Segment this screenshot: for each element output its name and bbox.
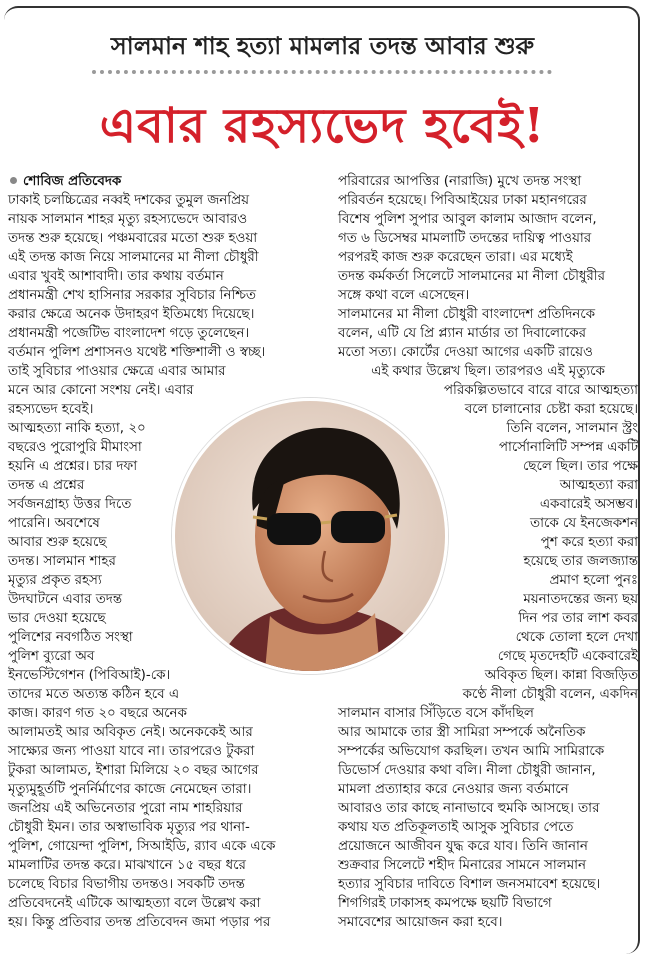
article-line: চৌধুরী ইমন। তার অস্বাভাবিক মৃত্যুর পর থানা-	[8, 820, 250, 835]
article-line: ভার দেওয়া হয়েছে	[8, 611, 106, 626]
article-line: তদন্ত। সালমান শাহর	[8, 554, 116, 569]
article-line: আবার শুরু হয়েছে	[8, 535, 107, 550]
article-line: অবিকৃত ছিল। কান্না বিজড়িত	[484, 668, 638, 683]
article-line: শুক্রবার সিলেটে শহীদ মিনারের সামনে সালমান	[338, 858, 587, 873]
article-line: সম্পর্কের অভিযোগ করছিল। তখন আমি সামিরাকে	[338, 744, 605, 759]
article-line: পুলিশ ব্যুরো অব	[8, 649, 95, 664]
article-line: বর্তমান পুলিশ প্রশাসনও যথেষ্ট শক্তিশালী ও স্বচ্ছ।	[8, 345, 266, 360]
article-line: সালমান বাসার সিঁড়িতে বসে কাঁদছিল	[338, 706, 534, 721]
article-line: সঙ্গে কথা বলে এসেছেন।	[338, 288, 470, 303]
article-line: তাকে যে ইনজেকশন	[530, 516, 638, 531]
article-line: তদন্ত এ প্রশ্নের	[8, 478, 85, 493]
article-line: প্রতিবেদনেই এটিকে আত্মহত্যা বলে উল্লেখ করা	[8, 896, 261, 911]
article-line: ইনভেস্টিগেশন (পিবিআই)-কে।	[8, 668, 171, 683]
article-line: কথায় যত প্রতিকূলতাই আসুক সুবিচার পেতে	[338, 820, 574, 835]
article-line: জনপ্রিয় এই অভিনেতার পুরো নাম শাহরিয়ার	[8, 801, 243, 816]
article-line: সাক্ষ্যের জন্য পাওয়া যাবে না। তারপরেও টুকরা	[8, 744, 255, 759]
article-line: মৃত্যুমুহূর্তটি পুনর্নির্মাণের কাজে নেমেছেন তারা।	[8, 782, 252, 797]
article-line: মৃত্যুর প্রকৃত রহস্য	[8, 573, 102, 588]
portrait-photo	[172, 398, 448, 674]
article-line: পুলিশের নবগঠিত সংস্থা	[8, 630, 133, 645]
article-line: পার্সোনালিটি সম্পন্ন একটি	[498, 440, 638, 455]
article-line: পরপরই কাজ শুরু করেছেন তারা। এর মধ্যেই	[338, 250, 573, 265]
article-line: চলেছে বিচার বিভাগীয় তদন্তও। সবকটি তদন্ত	[8, 877, 245, 892]
byline: শোবিজ প্রতিবেদক	[8, 172, 326, 191]
article-line: তদন্ত কর্মকর্তা সিলেটে সালমানের মা নীলা চৌধুরীর	[338, 269, 605, 284]
article-line: তাই সুবিচার পাওয়ার ক্ষেত্রে এবার আমার	[8, 364, 226, 379]
article-line: মামলাটির তদন্ত করে। মাঝখানে ১৫ বছর ধরে	[8, 858, 246, 873]
article-line: গেছে মৃতদেহটি একেবারেই	[497, 649, 638, 664]
article-line: এই কথার উল্লেখ ছিল। তারপরও এই মৃত্যুকে	[371, 364, 605, 379]
article-line: এবার খুবই আশাবাদী। তার কথায় বর্তমান	[8, 269, 224, 284]
article-line: পরিবারের আপত্তির (নারাজি) মুখে তদন্ত সংস্থা	[338, 174, 582, 189]
article-line: থেকে তোলা হলে দেখা	[515, 630, 638, 645]
article-line: টুকরা আলামত, ইশারা মিলিয়ে ২০ বছর আগের	[8, 763, 259, 778]
article-line: নায়ক সালমান শাহর মৃত্যু রহস্যভেদে আবারও	[8, 212, 248, 227]
article-line: পুশ করে হত্যা করা	[540, 535, 638, 550]
article-line: প্রমাণ হলো পুনঃ	[549, 573, 638, 588]
article-line: প্রধানমন্ত্রী পজেটিভ বাংলাদেশ গড়ে তুলেছেন।	[8, 326, 250, 341]
article-line: এই তদন্ত কাজ নিয়ে সালমানের মা নীলা চৌধুরী	[8, 250, 259, 265]
article-line: মামলা প্রত্যাহার করে নেওয়ার জন্য বর্তমানে	[338, 782, 569, 797]
article-line: আর আমাকে তার স্ত্রী সামিরা সম্পর্কে অনৈতিক	[338, 725, 586, 740]
article-line: বলেন, এটি যে প্রি প্ল্যান মার্ডার তা দিবালোকের	[338, 326, 586, 341]
article-line: হয়। কিন্তু প্রতিবার তদন্ত প্রতিবেদন জমা পড়ার পর	[8, 915, 271, 930]
article-line: মনে আর কোনো সংশয় নেই। এবার	[8, 383, 194, 398]
article-line: ডিভোর্স দেওয়ার কথা বলি। নীলা চৌধুরী জানান,	[338, 763, 596, 778]
article-line: হয়েছে তার জলজ্যান্ত	[523, 554, 638, 569]
article-line: ঢাকাই চলচ্চিত্রের নব্বই দশকের তুমুল জনপ্রিয়	[8, 193, 249, 208]
article-line: পারেনি। অবশেষে	[8, 516, 100, 531]
article-line: ছেলে ছিল। তার পক্ষে	[522, 459, 638, 474]
article-line: বিশেষ পুলিশ সুপার আবুল কালাম আজাদ বলেন,	[338, 212, 597, 227]
article-line: উদঘাটনে এবার তদন্ত	[8, 592, 123, 607]
article-line: মতো সত্য। কোর্টের দেওয়া আগের একটি রায়েও	[338, 345, 593, 360]
article-line: হয়নি এ প্রশ্নের। চার দফা	[8, 459, 138, 474]
article-line: কণ্ঠে নীলা চৌধুরী বলেন, একদিন	[462, 687, 638, 702]
kicker-headline: সালমান শাহ হত্যা মামলার তদন্ত আবার শুরু	[110, 31, 535, 60]
article-line: গত ৬ ডিসেম্বর মামলাটি তদন্তের দায়িত্ব পাওয়ার	[338, 231, 592, 246]
dotted-divider	[92, 70, 552, 74]
article-line: সালমানের মা নীলা চৌধুরী বাংলাদেশ প্রতিদিনকে	[338, 307, 596, 322]
article-line: ময়নাতদন্তের জন্য ছয়	[523, 592, 638, 607]
article-line: বছরেও পুরোপুরি মীমাংসা	[8, 440, 142, 455]
article-line: পরিকল্পিতভাবে বারে বারে আত্মহত্যা	[443, 383, 638, 398]
article-line: পুলিশ, গোয়েন্দা পুলিশ, সিআইডি, র‌্যাব একে একে	[8, 839, 276, 854]
article-line: বলে চালানোর চেষ্টা করা হয়েছে।	[464, 402, 638, 417]
article-line: প্রধানমন্ত্রী শেখ হাসিনার সরকার সুবিচার নিশ্চিত	[8, 288, 256, 303]
article-line: সর্বজনগ্রাহ্য উত্তর দিতে	[8, 497, 132, 512]
article-line: আত্মহত্যা করা	[559, 478, 638, 493]
article-line: করার ক্ষেত্রে অনেক উদাহরণ ইতিমধ্যে দিয়েছে।	[8, 307, 255, 322]
article-line: একবারেই অসম্ভব।	[539, 497, 638, 512]
article-line: শিগগিরই ঢাকাসহ কমপক্ষে ছয়টি বিভাগে	[338, 896, 552, 911]
article-line: পরিবর্তন হয়েছে। পিবিআইয়ের ঢাকা মহানগরের	[338, 193, 587, 208]
article-line: তদন্ত শুরু হয়েছে। পঞ্চমবারের মতো শুরু হওয়া	[8, 231, 258, 246]
article-line: আলামতই আর অবিকৃত নেই। অনেককেই আর	[8, 725, 253, 740]
article-line: কাজ। কারণ গত ২০ বছরে অনেক	[8, 706, 187, 721]
article-line: আত্মহত্যা নাকি হত্যা, ২০	[8, 421, 146, 436]
article-line: হত্যার সুবিচার দাবিতে বিশাল জনসমাবেশ হয়েছে।	[338, 877, 601, 892]
article-line: সমাবেশের আয়োজন করা হবে।	[338, 915, 503, 930]
main-headline: এবার রহস্যভেদ হবেই!	[99, 98, 546, 154]
article-line: আবারও তার কাছে নানাভাবে হুমকি আসছে। তার	[338, 801, 600, 816]
article-line: রহস্যভেদ হবেই।	[8, 402, 94, 417]
article-line: প্রয়োজনে আজীবন যুদ্ধ করে যাব। তিনি জানান	[338, 839, 588, 854]
article-line: তাদের মতে অত্যন্ত কঠিন হবে এ	[8, 687, 180, 702]
article-line: তিনি বলেন, সালমান স্ট্রং	[506, 421, 638, 436]
article-line: দিন পর তার লাশ কবর	[518, 611, 638, 626]
